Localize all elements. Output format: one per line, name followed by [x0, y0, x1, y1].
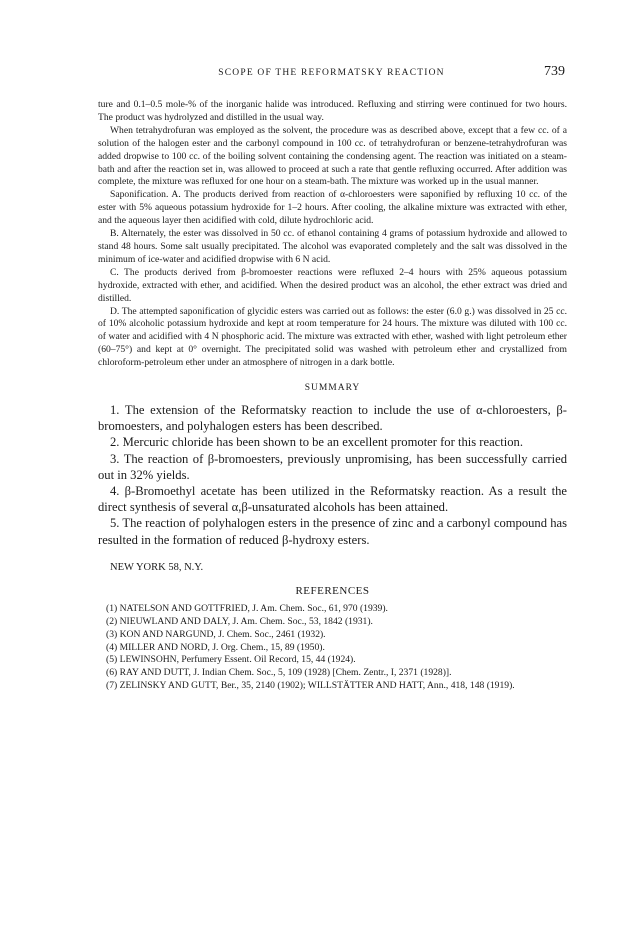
reference-item: (7) ZELINSKY AND GUTT, Ber., 35, 2140 (1902); WILLSTÄTTER AND HATT, Ann., 418, 148 (1919). — [106, 680, 515, 692]
summary-item: 5. The reaction of polyhalogen esters in the presence of zinc and a carbonyl compound has resulted in the formation of reduced β-hydroxy esters. — [98, 516, 567, 547]
experimental-section — [98, 99, 567, 370]
summary-section — [98, 402, 567, 548]
reference-item: (2) NIEUWLAND AND DALY, J. Am. Chem. Soc., 53, 1842 (1931). — [106, 615, 373, 627]
references-title: REFERENCES — [295, 584, 370, 597]
references-list — [98, 603, 567, 693]
page-header — [98, 64, 565, 84]
paragraph: Saponification. A. The products derived from reaction of α-chloroesters were saponified by refluxing 10 cc. of the ester with 5% aqueous potassium hydroxide for 1–2 hours. After cooling, the alkaline mixture was extracted with ether, and the aqueous layer then acidified with cold, dilute hydrochloric acid. — [98, 189, 567, 227]
paragraph: ture and 0.1–0.5 mole-% of the inorganic halide was introduced. Refluxing and stirring were continued for two hours. The product was hydrolyzed and distilled in the usual way. — [98, 99, 567, 123]
reference-item: (5) LEWINSOHN, Perfumery Essent. Oil Record, 15, 44 (1924). — [106, 654, 356, 666]
summary-item: 4. β-Bromoethyl acetate has been utilized in the Reformatsky reaction. As a result the direct synthesis of several α,β-unsaturated alcohols has been attained. — [98, 484, 567, 515]
summary-item: 3. The reaction of β-bromoesters, previously unpromising, has been successfully carried out in 32% yields. — [98, 451, 567, 482]
paragraph: B. Alternately, the ester was dissolved in 50 cc. of ethanol containing 4 grams of potassium hydroxide and allowed to stand 48 hours. Some salt usually precipitated. The alcohol was evaporated completely and the salt was dissolved in the minimum of ice-water and acidified dropwise with 6 N acid. — [98, 228, 567, 265]
summary-title: SUMMARY — [304, 383, 361, 394]
reference-item: (3) KON AND NARGUND, J. Chem. Soc., 2461 (1932). — [106, 628, 326, 640]
page-body — [98, 99, 567, 693]
page-number: 739 — [544, 64, 565, 79]
summary-item: 1. The extension of the Reformatsky reaction to include the use of α-chloroesters, β-bromoesters, and polyhalogen esters has been described. — [98, 403, 567, 434]
author-location: NEW YORK 58, N.Y. — [110, 561, 204, 573]
reference-item: (6) RAY AND DUTT, J. Indian Chem. Soc., 5, 109 (1928) [Chem. Zentr., I, 2371 (1928)]. — [106, 667, 452, 679]
paragraph: D. The attempted saponification of glycidic esters was carried out as follows: the ester (6.0 g.) was dissolved in 25 cc. of 10% alcoholic potassium hydroxide and kept at room temperature for 24 hours. The mixture was diluted with 100 cc. of water and acidified with 4 N phosphoric acid. The mixture was extracted with ether, washed with light petroleum ether (60–75°) and kept at 0° overnight. The precipitated solid was washed with petroleum ether and crystallized from chloroform-petroleum ether under an atmosphere of nitrogen in a dark bottle. — [98, 305, 567, 369]
paragraph: C. The products derived from β-bromoester reactions were refluxed 2–4 hours with 25% aqueous potassium hydroxide, extracted with ether, and acidified. When the desired product was an alcohol, the ether extract was dried and distilled. — [98, 266, 567, 304]
summary-item: 2. Mercuric chloride has been shown to be an excellent promoter for this reaction. — [110, 435, 523, 450]
paragraph: When tetrahydrofuran was employed as the solvent, the procedure was as described above, except that a few cc. of a solution of the halogen ester and the carbonyl compound in 100 cc. of tetrahydrofuran or benzene-tetrahydrofuran was added dropwise to 100 cc. of the boiling solvent containing the condensing agent. The reaction was initiated on a steam-bath and after the reaction set in, was allowed to proceed at such a rate that gentle refluxing occurred. After addition was complete, the mixture was refluxed for one hour on a steam-bath. The mixture was worked up in the usual manner. — [98, 124, 567, 188]
reference-item: (1) NATELSON AND GOTTFRIED, J. Am. Chem. Soc., 61, 970 (1939). — [106, 602, 388, 614]
running-head: SCOPE OF THE REFORMATSKY REACTION — [218, 68, 445, 78]
reference-item: (4) MILLER AND NORD, J. Org. Chem., 15, 89 (1950). — [106, 641, 325, 653]
